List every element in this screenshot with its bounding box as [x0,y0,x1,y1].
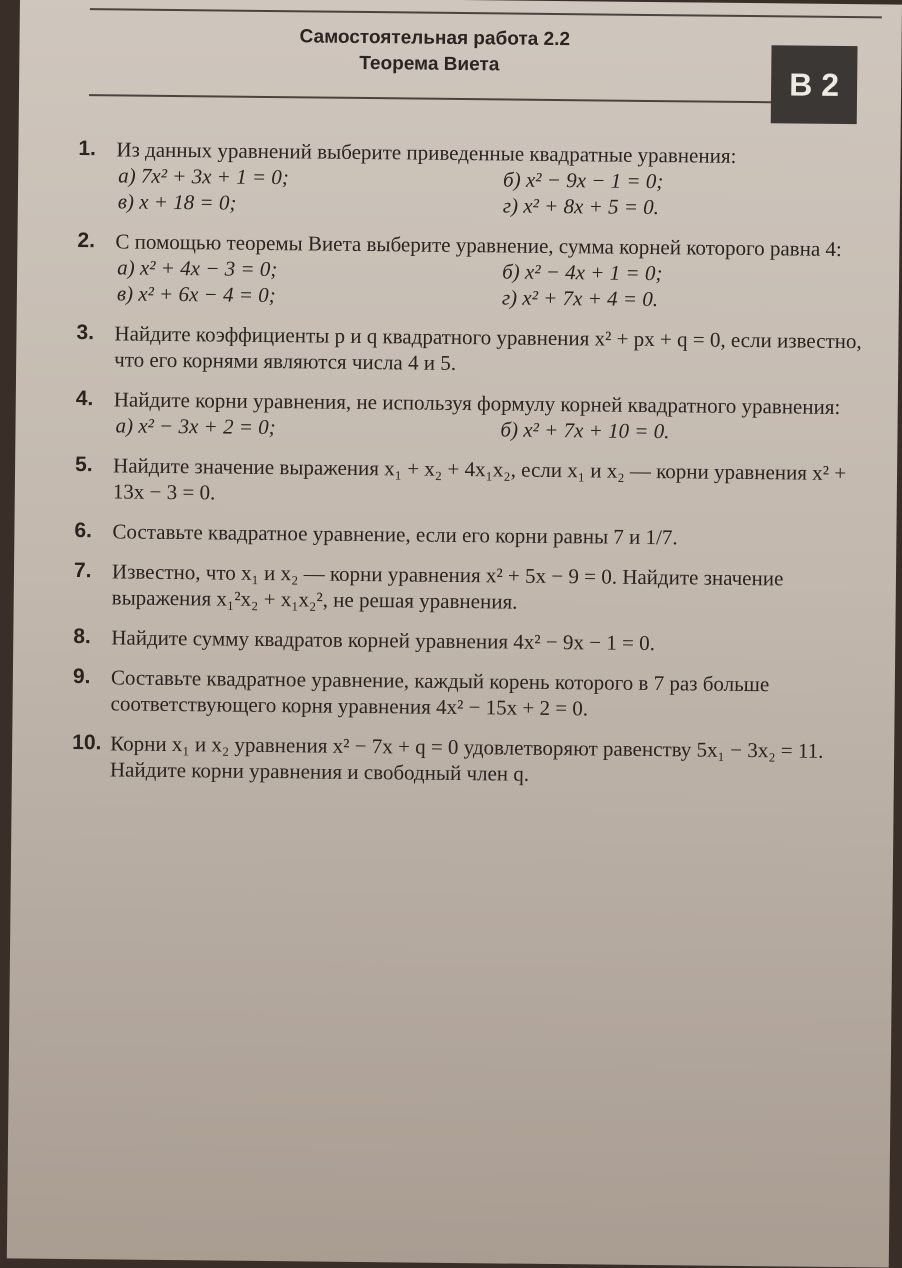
task-number: 9. [72,664,91,689]
task-text: Найдите сумму квадратов корней уравнения 4x² − 9x − 1 = 0. [111,625,656,656]
task-text: Известно, что x₁ и x₂ — корни уравнения x² + 5x − 9 = 0. Найдите значение выражения x₁²x₂ + x₁x₂², не решая уравнения. [111,559,784,614]
worksheet-title: Самостоятельная работа 2.2 [299,26,571,51]
task-number: 4. [75,386,94,411]
task-number: 3. [76,320,95,345]
task-text: Найдите значение выражения x₁ + x₂ + 4x₁x₂, если x₁ и x₂ — корни уравнения x² + 13x − 3 = 0. [112,453,847,505]
option-b: б) x² − 4x + 1 = 0; [502,259,663,286]
option-a: а) 7x² + 3x + 1 = 0; [118,163,289,190]
option-b: б) x² + 7x + 10 = 0. [500,417,670,444]
textbook-page [7,0,902,1268]
task-2 [77,228,868,314]
task-number: 6. [74,518,93,543]
task-options [117,254,868,314]
task-number: 5. [74,452,93,477]
option-v: в) x + 18 = 0; [117,189,237,215]
task-10 [72,730,863,790]
worksheet-header [89,24,780,103]
task-text: Составьте квадратное уравнение, если его корни равны 7 и 1/7. [112,519,678,550]
task-number: 2. [77,228,96,253]
worksheet-subtitle: Теорема Виета [359,52,500,76]
task-3 [76,320,867,380]
task-6 [74,518,864,552]
option-b: б) x² − 9x − 1 = 0; [502,167,664,194]
task-8 [73,624,863,658]
task-4 [75,386,866,446]
option-a: а) x² − 3x + 2 = 0; [115,413,276,440]
top-rule [90,8,882,18]
task-7 [74,558,865,618]
task-text: Корни x₁ и x₂ уравнения x² − 7x + q = 0 удовлетворяют равенству 5x₁ − 3x₂ = 11. Найдите корни уравнения и свободный член q. [109,731,824,786]
task-number: 7. [73,558,92,583]
task-text: Найдите корни уравнения, не используя формулу корней квадратного уравнения: [113,387,841,419]
option-g: г) x² + 7x + 4 = 0. [501,285,659,312]
variant-badge: В 2 [771,45,858,124]
task-text: Найдите коэффициенты p и q квадратного уравнения x² + px + q = 0, если известно, что его корнями являются числа 4 и 5. [114,321,862,375]
task-text: Составьте квадратное уравнение, каждый корень которого в 7 раз больше соответствующего корня уравнения 4x² − 15x + 2 = 0. [110,665,770,721]
option-g: г) x² + 8x + 5 = 0. [502,193,660,220]
task-number: 1. [78,137,97,161]
task-5 [75,452,866,512]
task-1 [78,136,869,222]
task-number: 10. [72,730,102,755]
option-a: а) x² + 4x − 3 = 0; [117,255,278,282]
task-text: Из данных уравнений выберите приведенные квадратные уравнения: [116,137,737,168]
task-text: С помощью теоремы Виета выберите уравнение, сумма корней которого равна 4: [115,229,842,262]
option-v: в) x² + 6x − 4 = 0; [116,281,276,308]
task-list [72,136,869,804]
task-options [118,162,869,222]
task-number: 8. [73,624,91,649]
task-9 [72,664,863,724]
